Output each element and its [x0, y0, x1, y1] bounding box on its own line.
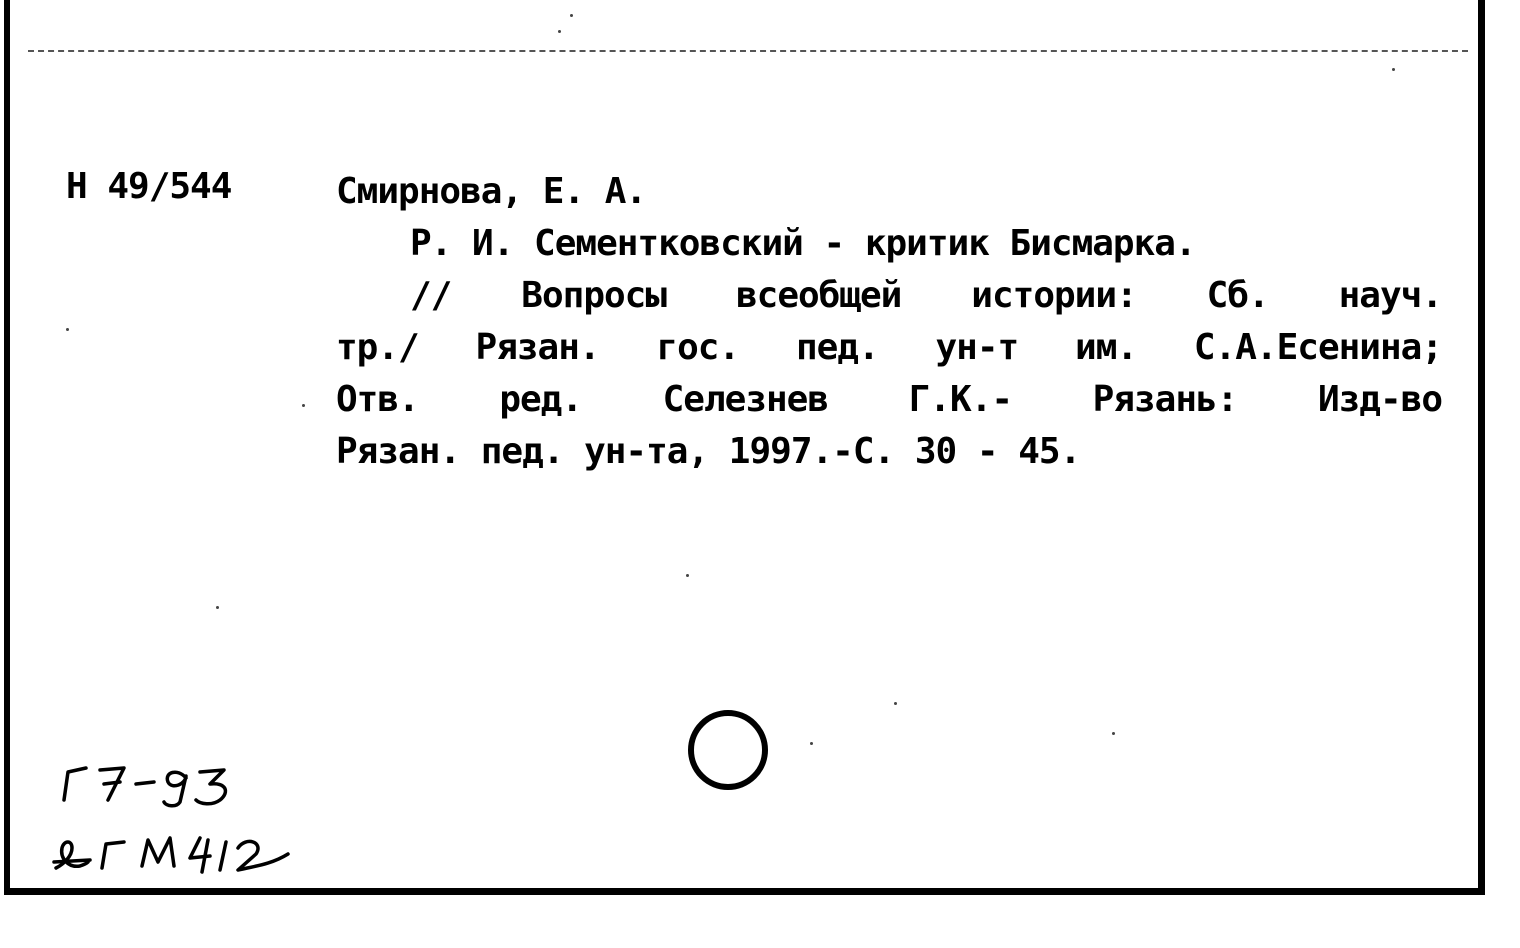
speck — [1112, 732, 1115, 735]
catalog-card — [4, 0, 1485, 895]
speck — [686, 574, 689, 577]
speck — [570, 14, 573, 17]
speck — [216, 606, 219, 609]
perforation-line — [28, 50, 1468, 52]
speck — [558, 30, 561, 33]
source-line-2: тр./ Рязан. гос. пед. ун-т им. С.А.Есенина; — [336, 327, 1442, 368]
source-line-4: Рязан. пед. ун-та, 1997.-С. 30 - 45. — [336, 431, 1081, 472]
handwritten-notes-drawing — [50, 758, 310, 888]
shelf-mark: Н 49/544 — [66, 166, 232, 207]
punch-hole — [688, 710, 768, 790]
source-line-3: Отв. ред. Селезнев Г.К.- Рязань: Изд-во — [336, 379, 1442, 420]
speck — [302, 404, 305, 407]
handwritten-notes — [50, 758, 310, 892]
source-line-1: // Вопросы всеобщей истории: Сб. науч. — [410, 275, 1442, 316]
bibliographic-entry — [336, 166, 1442, 478]
speck — [1392, 68, 1395, 71]
title-line: Р. И. Сементковский - критик Бисмарка. — [410, 223, 1196, 264]
speck — [810, 742, 813, 745]
author-line: Смирнова, Е. А. — [336, 171, 647, 212]
speck — [66, 328, 69, 331]
speck — [894, 702, 897, 705]
